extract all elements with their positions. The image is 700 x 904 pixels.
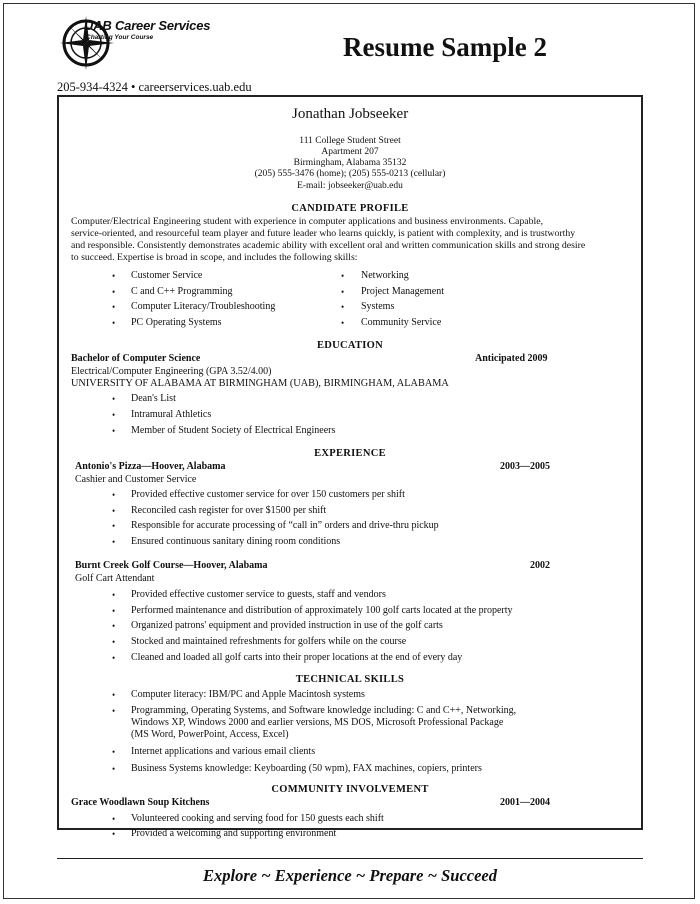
section-heading-technical: TECHNICAL SKILLS — [295, 674, 405, 685]
bullet-icon: • — [112, 302, 116, 312]
bullet-icon: • — [112, 637, 116, 647]
degree-date: Anticipated 2009 — [475, 353, 548, 364]
technical-bullet: Computer literacy: IBM/PC and Apple Macintosh systems — [131, 689, 365, 700]
bullet-icon: • — [112, 410, 116, 420]
section-heading-education: EDUCATION — [316, 340, 384, 351]
community-bullet: Provided a welcoming and supporting environment — [131, 828, 337, 839]
technical-bullet-continuation: (MS Word, PowerPoint, Access, Excel) — [131, 729, 289, 740]
section-heading-community: COMMUNITY INVOLVEMENT — [271, 784, 429, 795]
job-bullet: Provided effective customer service for over 150 customers per shift — [131, 489, 405, 500]
bullet-icon: • — [341, 318, 345, 328]
section-heading-experience: EXPERIENCE — [314, 448, 386, 459]
bullet-icon: • — [112, 394, 116, 404]
bullet-icon: • — [112, 490, 116, 500]
bullet-icon: • — [112, 426, 116, 436]
logo-tagline: Charting Your Course — [86, 34, 154, 41]
job-bullet: Reconciled cash register for over $1500 per shift — [131, 505, 327, 516]
skill-item: Project Management — [361, 286, 445, 297]
employer: Antonio's Pizza—Hoover, Alabama — [75, 461, 226, 472]
skill-item: Customer Service — [131, 270, 203, 281]
profile-line: Computer/Electrical Engineering student with experience in computer applications and business environments. Capable, — [71, 216, 544, 227]
bullet-icon: • — [112, 814, 116, 824]
bullet-icon: • — [341, 271, 345, 281]
degree: Bachelor of Computer Science — [71, 353, 201, 364]
address-line: Apartment 207 — [321, 147, 379, 157]
section-heading-profile: CANDIDATE PROFILE — [291, 203, 409, 214]
logo-title: UAB Career Services — [84, 18, 211, 33]
bullet-icon: • — [112, 606, 116, 616]
bullet-icon: • — [112, 506, 116, 516]
bullet-icon: • — [112, 764, 116, 774]
education-bullet: Intramural Athletics — [131, 409, 212, 420]
bullet-icon: • — [112, 653, 116, 663]
job-title: Golf Cart Attendant — [75, 573, 155, 584]
community-dates: 2001—2004 — [500, 797, 550, 808]
employer: Burnt Creek Golf Course—Hoover, Alabama — [75, 560, 268, 571]
bullet-icon: • — [112, 537, 116, 547]
bullet-icon: • — [112, 521, 116, 531]
job-bullet: Provided effective customer service to guests, staff and vendors — [131, 589, 386, 600]
bullet-icon: • — [112, 829, 116, 839]
job-bullet: Performed maintenance and distribution of approximately 100 golf carts located at the property — [131, 605, 513, 616]
skill-item: PC Operating Systems — [131, 317, 222, 328]
skill-item: Networking — [361, 270, 409, 281]
bullet-icon: • — [112, 287, 116, 297]
footer-divider — [57, 858, 643, 859]
bullet-icon: • — [112, 621, 116, 631]
skill-item: Computer Literacy/Troubleshooting — [131, 301, 276, 312]
job-bullet: Ensured continuous sanitary dining room conditions — [131, 536, 341, 547]
contact-line: 205-934-4324 • careerservices.uab.edu — [57, 80, 252, 94]
job-dates: 2003—2005 — [500, 461, 550, 472]
community-bullet: Volunteered cooking and serving food for 150 guests each shift — [131, 813, 384, 824]
bullet-icon: • — [112, 271, 116, 281]
technical-bullet: Internet applications and various email clients — [131, 746, 316, 757]
community-org: Grace Woodlawn Soup Kitchens — [71, 797, 210, 808]
job-bullet: Responsible for accurate processing of “call in” orders and drive-thru pickup — [131, 520, 439, 531]
address-line: (205) 555-3476 (home); (205) 555-0213 (cellular) — [254, 169, 446, 179]
job-bullet: Cleaned and loaded all golf carts into their proper locations at the end of every day — [131, 652, 463, 663]
bullet-icon: • — [112, 747, 116, 757]
job-bullet: Stocked and maintained refreshments for golfers while on the course — [131, 636, 407, 647]
bullet-icon: • — [112, 318, 116, 328]
address-line: E-mail: jobseeker@uab.edu — [297, 181, 403, 191]
skill-item: Systems — [361, 301, 395, 312]
technical-bullet: Programming, Operating Systems, and Software knowledge including: C and C++, Networking, — [131, 705, 517, 716]
school: UNIVERSITY OF ALABAMA AT BIRMINGHAM (UAB), BIRMINGHAM, ALABAMA — [71, 378, 449, 389]
address-line: Birmingham, Alabama 35132 — [293, 158, 407, 168]
bullet-icon: • — [112, 706, 116, 716]
major: Electrical/Computer Engineering (GPA 3.52/4.00) — [71, 366, 272, 377]
address-line: 111 College Student Street — [299, 136, 401, 146]
profile-line: service-oriented, and resourceful team player and future leader who learns quickly, is patient with complexity, and is trustworthy — [71, 228, 576, 239]
technical-bullet-continuation: Windows XP, Windows 2000 and earlier versions, MS DOS, Microsoft Professional Package — [131, 717, 504, 728]
bullet-icon: • — [341, 287, 345, 297]
profile-line: and responsible. Consistently demonstrates academic ability with excellent oral and written communication skills and strong desire — [71, 240, 586, 251]
footer-slogan: Explore ~ Experience ~ Prepare ~ Succeed — [203, 866, 497, 885]
job-bullet: Organized patrons' equipment and provided instruction in use of the golf carts — [131, 620, 443, 631]
job-dates: 2002 — [530, 560, 550, 571]
job-title: Cashier and Customer Service — [75, 474, 197, 485]
education-bullet: Dean's List — [131, 393, 176, 404]
candidate-name: Jonathan Jobseeker — [292, 106, 409, 122]
education-bullet: Member of Student Society of Electrical Engineers — [131, 425, 336, 436]
bullet-icon: • — [112, 590, 116, 600]
profile-line: to succeed. Expertise is broad in scope, and includes the following skills: — [71, 252, 358, 263]
bullet-icon: • — [341, 302, 345, 312]
document-title: Resume Sample 2 — [343, 32, 547, 62]
technical-bullet: Business Systems knowledge: Keyboarding (50 wpm), FAX machines, copiers, printers — [131, 763, 482, 774]
skill-item: Community Service — [361, 317, 442, 328]
skill-item: C and C++ Programming — [131, 286, 233, 297]
bullet-icon: • — [112, 690, 116, 700]
